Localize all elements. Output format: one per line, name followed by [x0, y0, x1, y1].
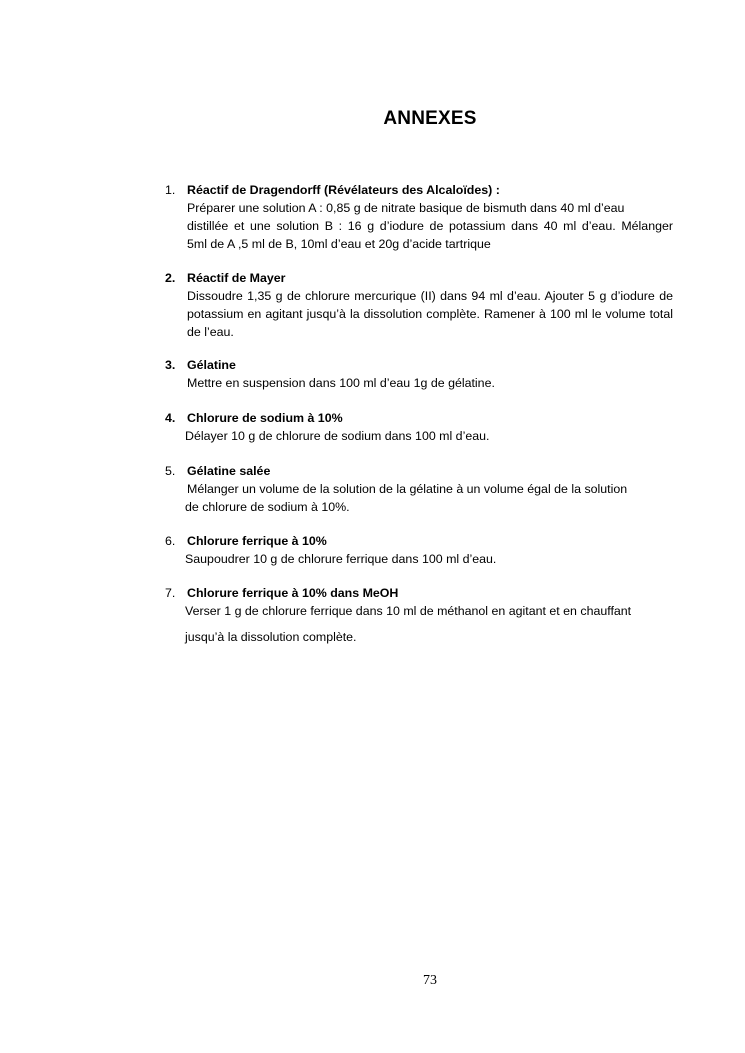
- annex-item-4: [165, 409, 673, 445]
- body-line: Mettre en suspension dans 100 ml d’eau 1g de gélatine.: [187, 376, 495, 390]
- item-number: 6.: [165, 534, 176, 548]
- item-body: [165, 374, 673, 392]
- item-title: Gélatine: [187, 358, 236, 372]
- item-title: Gélatine salée: [187, 464, 271, 478]
- annex-item-6: [165, 532, 673, 568]
- item-number: 2.: [165, 271, 176, 285]
- item-number: 3.: [165, 358, 176, 372]
- body-line: Préparer une solution A : 0,85 g de nitrate basique de bismuth dans 40 ml d’eau: [187, 201, 625, 215]
- body-line: de chlorure de sodium à 10%.: [185, 500, 350, 514]
- body-line: Saupoudrer 10 g de chlorure ferrique dans 100 ml d’eau.: [185, 552, 497, 566]
- item-number: 5.: [165, 464, 176, 478]
- item-title: Chlorure de sodium à 10%: [187, 411, 343, 425]
- item-heading: [165, 409, 673, 427]
- item-heading: [165, 532, 673, 550]
- annex-item-3: [165, 356, 673, 392]
- item-title: Réactif de Dragendorff (Révélateurs des Alcaloïdes) :: [187, 183, 500, 197]
- item-body: [165, 199, 673, 253]
- item-heading: [165, 356, 673, 374]
- body-line: jusqu’à la dissolution complète.: [185, 630, 357, 644]
- item-number: 7.: [165, 586, 176, 600]
- page-number: 73: [423, 973, 437, 988]
- item-body: [165, 427, 673, 445]
- body-line: distillée et une solution B : 16 g d’iodure de potassium dans 40 ml d’eau. Mélanger: [187, 219, 673, 233]
- body-line: Mélanger un volume de la solution de la gélatine à un volume égal de la solution: [187, 482, 628, 496]
- item-title: Chlorure ferrique à 10%: [187, 534, 327, 548]
- item-number: 4.: [165, 411, 176, 425]
- item-body: [165, 602, 673, 646]
- item-title: Réactif de Mayer: [187, 271, 286, 285]
- annex-item-7: [165, 584, 673, 646]
- annex-item-5: [165, 462, 673, 516]
- body-line: Délayer 10 g de chlorure de sodium dans 100 ml d’eau.: [185, 429, 490, 443]
- item-body: [165, 480, 673, 516]
- item-heading: [165, 584, 673, 602]
- body-line: 5ml de A ,5 ml de B, 10ml d’eau et 20g d’acide tartrique: [187, 237, 491, 251]
- item-heading: [165, 269, 673, 287]
- item-title: Chlorure ferrique à 10% dans MeOH: [187, 586, 399, 600]
- body-line: Verser 1 g de chlorure ferrique dans 10 ml de méthanol en agitant et en chauffant: [185, 604, 632, 618]
- annex-item-2: [165, 269, 673, 341]
- annex-item-1: [165, 181, 673, 253]
- item-heading: [165, 181, 673, 199]
- item-body: Dissoudre 1,35 g de chlorure mercurique (II) dans 94 ml d’eau. Ajouter 5 g d’iodure de potassium en agitant jusqu’à la dissolution complète. Ramener à 100 ml le volume total de l’eau.: [187, 289, 673, 339]
- page-title: ANNEXES: [383, 108, 477, 129]
- item-body: [165, 550, 673, 568]
- item-heading: [165, 462, 673, 480]
- item-number: 1.: [165, 183, 176, 197]
